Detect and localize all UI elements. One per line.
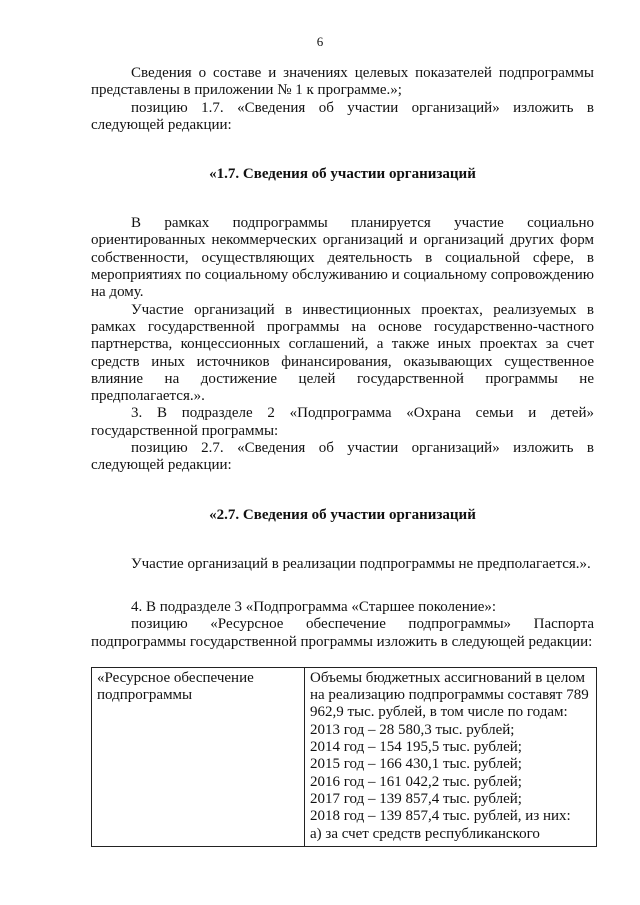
table-cell-values: [304, 667, 596, 846]
page-number: 6: [316, 34, 324, 49]
resource-source-line: а) за счет средств республиканского: [309, 825, 540, 842]
resource-intro: Объемы бюджетных ассигнований в целом на реализацию подпрограммы составят 789 962,9 тыс. рублей, в том числе по годам:: [309, 669, 589, 721]
paragraph-resource-position: позицию «Ресурсное обеспечение подпрограммы» Паспорта подпрограммы государственной программы изложить в следующей редакции:: [91, 616, 594, 650]
year-line: 2018 год – 139 857,4 тыс. рублей, из них:: [309, 808, 571, 825]
year-line: 2017 год – 139 857,4 тыс. рублей;: [309, 790, 522, 807]
paragraph-no-participation: Участие организаций в реализации подпрограммы не предполагается.».: [131, 555, 591, 572]
year-line: 2013 год – 28 580,3 тыс. рублей;: [309, 721, 515, 738]
paragraph-investment-projects: Участие организаций в инвестиционных проектах, реализуемых в рамках государственной программы на основе государственно-частного партнерства, концессионных соглашений, а также иных проектах за счет средств иных источников финансирования, оказывающих существенное влияние на достижение целей государственной программы не предполагается.».: [91, 301, 594, 405]
paragraph-position-2-7: позицию 2.7. «Сведения об участии организаций» изложить в следующей редакции:: [91, 440, 594, 474]
table-cell-label: [92, 667, 305, 846]
document-body: [91, 65, 594, 847]
section-heading-2-7: «2.7. Сведения об участии организаций: [209, 506, 476, 523]
paragraph-subsection-2: 3. В подразделе 2 «Подпрограмма «Охрана семьи и детей» государственной программы:: [91, 405, 594, 439]
paragraph-subsection-3: 4. В подразделе 3 «Подпрограмма «Старшее поколение»:: [131, 598, 497, 615]
paragraph-indicators-reference: Сведения о составе и значениях целевых показателей подпрограммы представлены в приложении № 1 к программе.»;: [91, 65, 594, 99]
paragraph-nko-participation: В рамках подпрограммы планируется участие социально ориентированных некоммерческих организаций и организаций других форм собственности, осуществляющих деятельность в социальной сфере, в мероприятиях по социальному обслуживанию и социальному сопровождению на дому.: [91, 215, 594, 301]
year-line: 2014 год – 154 195,5 тыс. рублей;: [309, 739, 522, 756]
year-line: 2015 год – 166 430,1 тыс. рублей;: [309, 756, 522, 773]
paragraph-position-1-7: позицию 1.7. «Сведения об участии организаций» изложить в следующей редакции:: [91, 99, 594, 133]
resource-label: «Ресурсное обеспечение подпрограммы: [97, 669, 254, 704]
year-line: 2016 год – 161 042,2 тыс. рублей;: [309, 773, 522, 790]
resource-table: [91, 667, 597, 847]
table-row: [92, 667, 597, 846]
section-heading-1-7: «1.7. Сведения об участии организаций: [209, 166, 476, 183]
